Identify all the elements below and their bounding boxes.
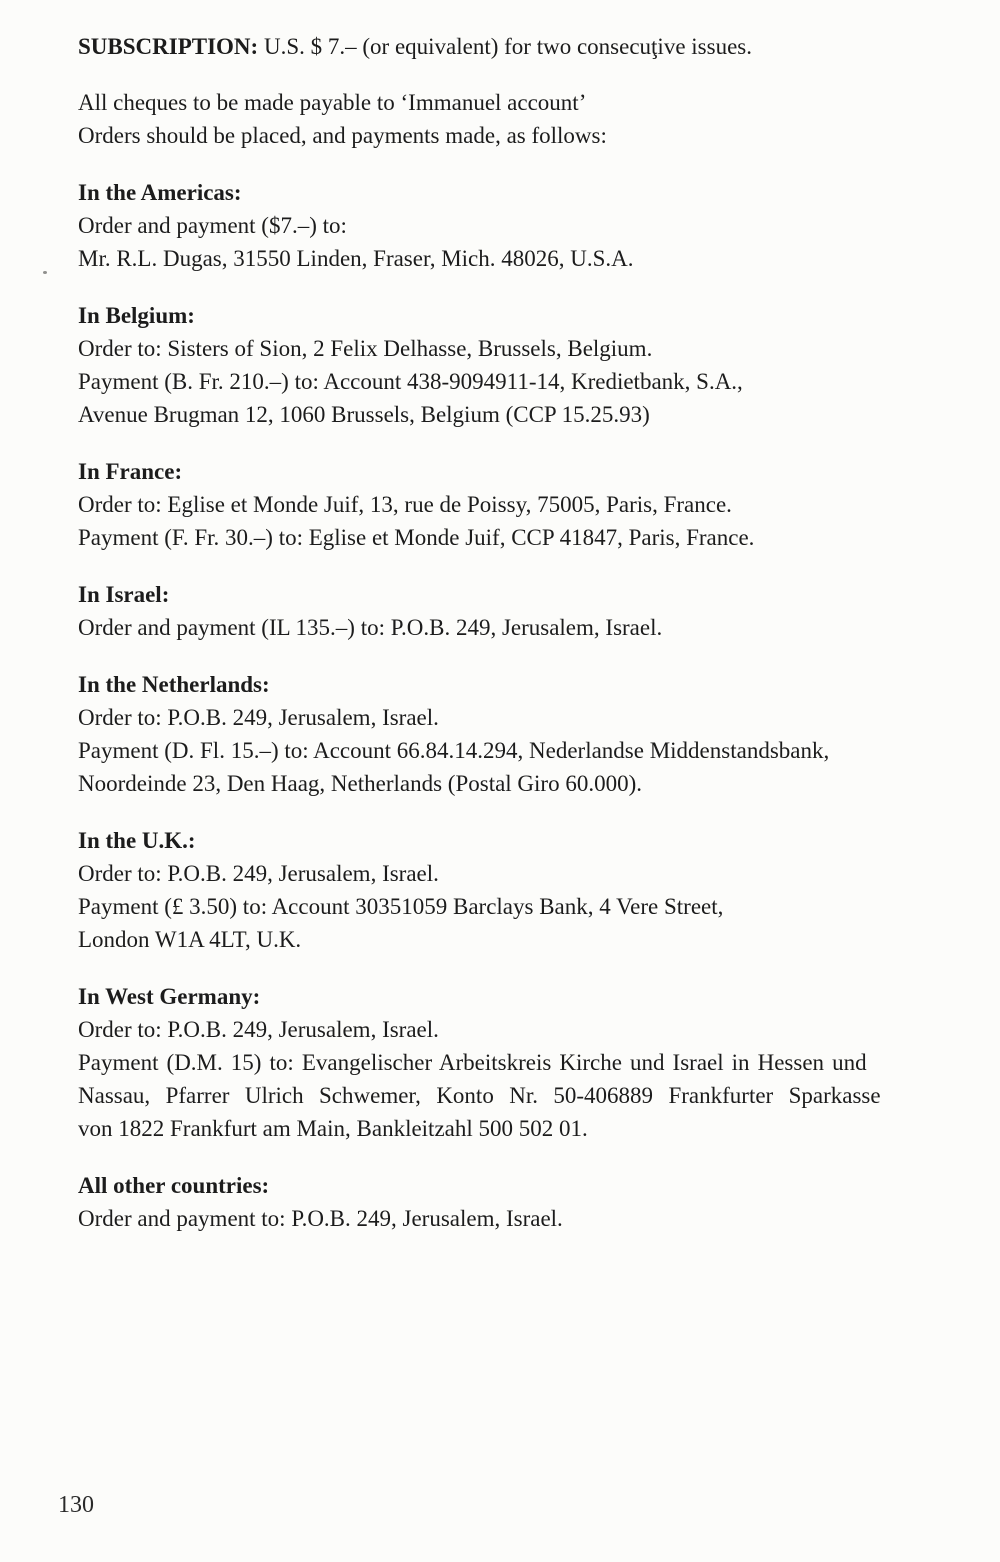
section-heading: In the Netherlands: (78, 672, 270, 697)
scan-speck (43, 271, 47, 274)
text-line: Avenue Brugman 12, 1060 Brussels, Belgium (CCP 15.25.93) (78, 402, 650, 427)
text-line: Payment (£ 3.50) to: Account 30351059 Barclays Bank, 4 Vere Street, (78, 894, 724, 919)
intro-line-1: All cheques to be made payable to ‘Immanuel account’ (78, 90, 587, 115)
text-line: Order to: P.O.B. 249, Jerusalem, Israel. (78, 705, 439, 730)
text-line: Noordeinde 23, Den Haag, Netherlands (Postal Giro 60.000). (78, 771, 643, 796)
text-line: Order to: P.O.B. 249, Jerusalem, Israel. (78, 1017, 439, 1042)
section-west-germany (78, 980, 952, 1145)
text-line: Order to: Eglise et Monde Juif, 13, rue de Poissy, 75005, Paris, France. (78, 492, 732, 517)
text-line: Order and payment (IL 135.–) to: P.O.B. 249, Jerusalem, Israel. (78, 615, 663, 640)
text-line: Nassau, Pfarrer Ulrich Schwemer, Konto Nr. 50-406889 Frankfurter Sparkasse (78, 1083, 881, 1108)
text-line: Order and payment to: P.O.B. 249, Jerusalem, Israel. (78, 1206, 563, 1231)
text-line: Mr. R.L. Dugas, 31550 Linden, Fraser, Mich. 48026, U.S.A. (78, 246, 634, 271)
section-heading: In West Germany: (78, 984, 261, 1009)
section-belgium (78, 299, 952, 431)
subscription-label: SUBSCRIPTION: (78, 34, 259, 59)
page-number: 130 (58, 1492, 94, 1518)
text-line: Order to: P.O.B. 249, Jerusalem, Israel. (78, 861, 439, 886)
section-heading: All other countries: (78, 1173, 270, 1198)
section-france (78, 455, 952, 554)
section-heading: In Israel: (78, 582, 170, 607)
section-heading: In France: (78, 459, 183, 484)
text-line: Order and payment ($7.–) to: (78, 213, 347, 238)
intro-line-2: Orders should be placed, and payments made, as follows: (78, 123, 607, 148)
text-line: von 1822 Frankfurt am Main, Bankleitzahl 500 502 01. (78, 1116, 588, 1141)
section-all-other-countries (78, 1169, 952, 1235)
text-line: London W1A 4LT, U.K. (78, 927, 302, 952)
subscription-line (78, 30, 952, 63)
section-heading: In the U.K.: (78, 828, 196, 853)
section-uk (78, 824, 952, 956)
section-heading: In Belgium: (78, 303, 195, 328)
section-netherlands (78, 668, 952, 800)
text-line: Payment (B. Fr. 210.–) to: Account 438-9094911-14, Kredietbank, S.A., (78, 369, 743, 394)
text-line: Payment (D. Fl. 15.–) to: Account 66.84.14.294, Nederlandse Middenstandsbank, (78, 738, 830, 763)
text-line: Payment (F. Fr. 30.–) to: Eglise et Monde Juif, CCP 41847, Paris, France. (78, 525, 755, 550)
text-line: Order to: Sisters of Sion, 2 Felix Delhasse, Brussels, Belgium. (78, 336, 653, 361)
text-line: Payment (D.M. 15) to: Evangelischer Arbeitskreis Kirche und Israel in Hessen und (78, 1050, 867, 1075)
subscription-text: U.S. $ 7.– (or equivalent) for two consecuţive issues. (263, 34, 752, 59)
section-israel (78, 578, 952, 644)
section-heading: In the Americas: (78, 180, 242, 205)
section-americas (78, 176, 952, 275)
intro-paragraph (78, 86, 952, 152)
